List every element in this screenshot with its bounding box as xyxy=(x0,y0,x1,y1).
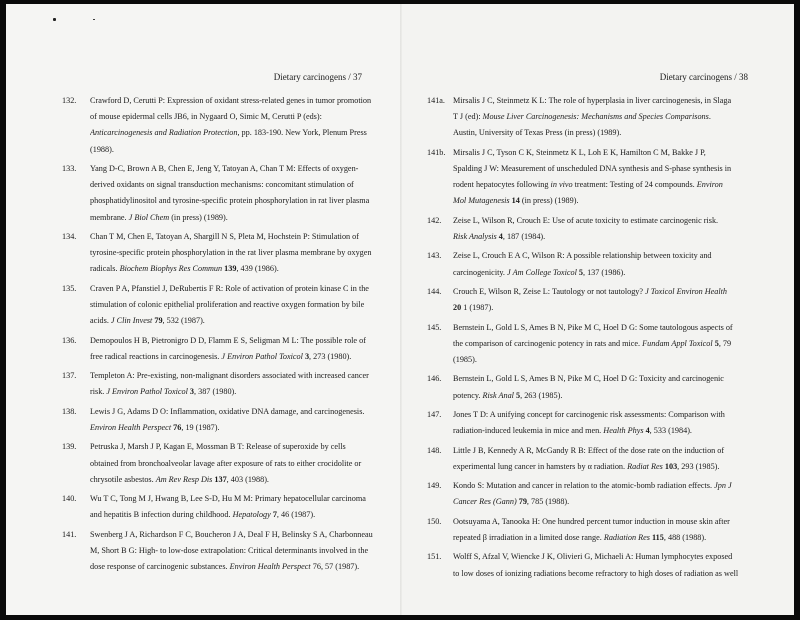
text-segment: Lewis J G, Adams D O: Inflammation, oxidative DNA damage, and carcinogenesis. xyxy=(90,406,365,416)
reference-entry xyxy=(427,248,758,280)
page-header: Dietary carcinogens / 37 xyxy=(273,72,362,82)
text-segment: , pp. 183-190. New York, Plenum Press xyxy=(237,128,367,138)
scan-speck xyxy=(53,18,56,21)
reference-line xyxy=(453,177,758,193)
text-segment: carcinogenicity. xyxy=(453,267,508,277)
reference-line xyxy=(90,281,377,297)
reference-text xyxy=(453,145,758,210)
reference-number: 137. xyxy=(62,371,77,381)
text-segment: , 293 (1985). xyxy=(677,461,720,471)
text-segment: , 532 (1987). xyxy=(162,316,205,326)
bold-text: 137 xyxy=(214,474,227,484)
reference-entry xyxy=(62,281,377,330)
text-segment: radiation-induced leukemia in mice and men. xyxy=(453,426,604,436)
bold-text: 103 xyxy=(664,461,678,471)
reference-text xyxy=(90,229,377,278)
reference-line xyxy=(453,407,758,423)
text-segment: , 273 (1980). xyxy=(309,351,352,361)
reference-text xyxy=(90,161,377,226)
reference-line xyxy=(90,193,377,209)
bold-text: 20 xyxy=(453,303,462,313)
text-segment: Ootsuyama A, Tanooka H: One hundred percent tumor induction in mouse skin after xyxy=(453,516,730,526)
text-segment: Petruska J, Marsh J P, Kagan E, Mossman B T: Release of superoxide by cells xyxy=(90,442,346,452)
reference-entry xyxy=(427,213,758,245)
text-segment: , 387 (1980). xyxy=(194,387,237,397)
text-segment: experimental lung cancer in hamsters by α radiation. xyxy=(453,461,628,471)
reference-number: 150. xyxy=(427,516,442,526)
reference-line xyxy=(453,93,758,109)
italic-text: Health Phys xyxy=(603,426,644,436)
bold-text: 14 xyxy=(511,196,520,206)
reference-line xyxy=(453,229,758,245)
reference-number: 149. xyxy=(427,481,442,491)
text-segment: treatment: Testing of 24 compounds. xyxy=(572,180,697,190)
italic-text: Environ xyxy=(696,180,723,190)
text-segment: Swenberg J A, Richardson F C, Boucheron J A, Deal F H, Belinsky S A, Charbonneau xyxy=(90,529,373,539)
text-segment: Spalding J W: Measurement of unscheduled DNA synthesis and S-phase synthesis in xyxy=(453,164,732,173)
reference-entry xyxy=(62,93,377,158)
reference-text xyxy=(453,371,758,403)
bold-text: 4 xyxy=(645,426,650,436)
reference-line xyxy=(453,388,758,404)
reference-line xyxy=(90,439,377,455)
reference-list xyxy=(427,93,758,585)
reference-number: 138. xyxy=(62,406,77,416)
text-segment: potency. xyxy=(453,390,483,400)
text-segment: (1988). xyxy=(90,144,114,154)
bold-text: 79 xyxy=(518,497,527,507)
text-segment: , 403 (1988). xyxy=(226,474,269,484)
text-segment: Jones T D: A unifying concept for carcinogenic risk assessments: Comparison with xyxy=(453,409,725,419)
text-segment: T J (ed): xyxy=(453,112,483,122)
reference-entry xyxy=(427,284,758,316)
reference-line xyxy=(453,161,758,177)
text-segment: rodent hepatocytes following xyxy=(453,180,551,190)
reference-text xyxy=(453,549,758,581)
bold-text: 5 xyxy=(714,338,719,348)
scan-frame xyxy=(6,4,794,615)
text-segment: Crawford D, Cerutti P: Expression of oxidant stress-related genes in tumor promotion xyxy=(90,96,372,105)
reference-text xyxy=(453,407,758,439)
reference-line xyxy=(90,229,377,245)
reference-number: 144. xyxy=(427,286,442,296)
italic-text: Environ Health Perspect xyxy=(90,422,172,432)
reference-entry xyxy=(427,93,758,142)
reference-line xyxy=(453,265,758,281)
reference-line xyxy=(90,333,377,349)
text-segment: , 785 (1988). xyxy=(526,497,570,507)
reference-number: 142. xyxy=(427,215,442,225)
reference-line xyxy=(90,384,377,400)
reference-line xyxy=(90,472,377,488)
reference-number: 148. xyxy=(427,445,442,455)
italic-text: Environ Health Perspect xyxy=(229,562,311,572)
text-segment: Demopoulos H B, Pietronigro D D, Flamm E S, Seligman M L: The possible role of xyxy=(90,335,366,345)
italic-text: J Toxicol Environ Health xyxy=(645,286,728,296)
italic-text: Cancer Res (Gann) xyxy=(453,497,517,507)
text-segment: , 488 (1988). xyxy=(663,532,707,542)
text-segment: 1 (1987). xyxy=(461,303,494,313)
reference-entry xyxy=(427,145,758,210)
reference-text xyxy=(90,404,377,436)
bold-text: 3 xyxy=(304,351,310,361)
italic-text: J Environ Pathol Toxicol xyxy=(221,351,303,361)
text-segment: repeated β irradiation in a limited dose range. xyxy=(453,532,604,542)
bold-text: 5 xyxy=(578,267,583,277)
text-segment: 76, 57 (1987). xyxy=(310,562,360,572)
italic-text: Jpn J xyxy=(714,481,732,491)
reference-number: 141a. xyxy=(427,96,445,105)
reference-entry xyxy=(427,514,758,546)
text-segment: radicals. xyxy=(90,264,120,274)
italic-text: Radiat Res xyxy=(627,461,663,471)
bold-text: 5 xyxy=(516,390,521,400)
text-segment: Austin, University of Texas Press (in press) (1989). xyxy=(453,128,622,138)
text-segment: risk. xyxy=(90,387,107,397)
reference-entry xyxy=(62,161,377,226)
text-segment: (1985). xyxy=(453,354,477,364)
text-segment: Zeise L, Crouch E A C, Wilson R: A possible relationship between toxicity and xyxy=(453,251,712,261)
reference-number: 134. xyxy=(62,232,77,241)
reference-line xyxy=(453,514,758,530)
reference-line xyxy=(90,161,377,177)
text-segment: chrysotile asbestos. xyxy=(90,474,156,484)
text-segment: Templeton A: Pre-existing, non-malignant disorders associated with increased cancer xyxy=(90,371,369,381)
text-segment: , 137 (1986). xyxy=(582,267,626,277)
text-segment: of mouse epidermal cells JB6, in Nygaard O, Simic M, Cerutti P (eds): xyxy=(90,112,322,122)
reference-line xyxy=(90,507,377,523)
text-segment: Zeise L, Wilson R, Crouch E: Use of acute toxicity to estimate carcinogenic risk. xyxy=(453,215,719,225)
reference-line xyxy=(90,142,377,158)
text-segment: Mirsalis J C, Tyson C K, Steinmetz K L, Loh E K, Hamilton C M, Bakke J P, xyxy=(453,147,706,157)
reference-text xyxy=(90,93,377,158)
reference-line xyxy=(90,404,377,420)
reference-list xyxy=(62,93,377,579)
italic-text: Mol Mutagenesis xyxy=(453,196,510,206)
bold-text: 7 xyxy=(272,510,277,520)
reference-line xyxy=(90,527,377,543)
italic-text: J Am College Toxicol xyxy=(507,267,577,277)
text-segment: Wu T C, Tong M J, Hwang B, Lee S-D, Hu M M: Primary hepatocellular carcinoma xyxy=(90,494,366,504)
reference-line xyxy=(453,478,758,494)
reference-line xyxy=(453,530,758,546)
italic-text: Risk Anal xyxy=(482,390,514,400)
text-segment: Craven P A, Pfanstiel J, DeRubertis F R: Role of activation of protein kinase C in the xyxy=(90,283,369,293)
text-segment: free radical reactions in carcinogenesis. xyxy=(90,351,222,361)
reference-number: 145. xyxy=(427,322,442,332)
reference-number: 151. xyxy=(427,552,442,562)
text-segment: and hepatitis B infection during childhood. xyxy=(90,510,233,520)
reference-line xyxy=(90,456,377,472)
text-segment: Little J B, Kennedy A R, McGandy R B: Effect of the dose rate on the induction of xyxy=(453,445,725,455)
reference-number: 132. xyxy=(62,96,77,105)
reference-line xyxy=(90,543,377,559)
text-segment: Bernstein L, Gold L S, Ames B N, Pike M C, Hoel D G: Toxicity and carcinogenic xyxy=(453,374,724,384)
bold-text: 79 xyxy=(154,316,163,326)
reference-line xyxy=(453,549,758,565)
reference-text xyxy=(90,333,377,365)
reference-entry xyxy=(62,333,377,365)
reference-line xyxy=(90,93,377,109)
reference-text xyxy=(453,213,758,245)
reference-number: 141b. xyxy=(427,147,446,157)
reference-line xyxy=(90,313,377,329)
reference-line xyxy=(453,336,758,352)
reference-text xyxy=(453,478,758,510)
reference-text xyxy=(90,368,377,400)
reference-text xyxy=(453,93,758,142)
reference-line xyxy=(453,109,758,125)
reference-line xyxy=(453,193,758,209)
reference-line xyxy=(453,459,758,475)
text-segment: to low doses of ionizing radiations become refractory to high doses of radiation as well xyxy=(453,568,739,578)
reference-text xyxy=(453,248,758,280)
reference-line xyxy=(90,177,377,193)
reference-entry xyxy=(427,478,758,510)
reference-entry xyxy=(427,320,758,369)
reference-entry xyxy=(62,439,377,488)
bold-text: 4 xyxy=(498,232,503,241)
text-segment: (in press) (1989). xyxy=(169,212,228,222)
bold-text: 3 xyxy=(189,387,195,397)
reference-text xyxy=(90,439,377,488)
text-segment: , 439 (1986). xyxy=(236,264,279,274)
reference-entry xyxy=(427,371,758,403)
reference-text xyxy=(453,443,758,475)
reference-line xyxy=(453,284,758,300)
bold-text: 76 xyxy=(173,422,182,432)
reference-line xyxy=(453,352,758,368)
reference-number: 135. xyxy=(62,283,77,293)
text-segment: Bernstein L, Gold L S, Ames B N, Pike M C, Hoel D G: Some tautologous aspects of xyxy=(453,322,733,332)
text-segment: acids. xyxy=(90,316,111,326)
reference-text xyxy=(453,514,758,546)
scan-speck xyxy=(93,19,95,20)
text-segment: Yang D-C, Brown A B, Chen E, Jeng Y, Tatoyan A, Chan T M: Effects of oxygen- xyxy=(90,164,359,173)
italic-text: Risk Analysis xyxy=(453,232,497,241)
page-left xyxy=(6,4,402,615)
reference-line xyxy=(90,559,377,575)
reference-text xyxy=(453,284,758,316)
reference-line xyxy=(453,566,758,582)
reference-line xyxy=(453,371,758,387)
reference-entry xyxy=(62,527,377,576)
italic-text: J Clin Invest xyxy=(110,316,153,326)
reference-line xyxy=(453,443,758,459)
reference-line xyxy=(453,213,758,229)
reference-text xyxy=(90,491,377,523)
reference-number: 136. xyxy=(62,335,77,345)
reference-line xyxy=(90,125,377,141)
reference-line xyxy=(90,109,377,125)
reference-line xyxy=(453,494,758,510)
text-segment: phosphatidylinositol and tyrosine-specific protein phosphorylation in rat liver plasma xyxy=(90,196,370,206)
reference-line xyxy=(453,423,758,439)
reference-line xyxy=(453,300,758,316)
reference-entry xyxy=(427,407,758,439)
text-segment: Wolff S, Afzal V, Wiencke J K, Olivieri G, Michaeli A: Human lymphocytes exposed xyxy=(453,552,733,562)
reference-line xyxy=(90,245,377,261)
reference-entry xyxy=(62,404,377,436)
reference-text xyxy=(90,281,377,330)
text-segment: , 533 (1984). xyxy=(649,426,692,436)
italic-text: Am Rev Resp Dis xyxy=(155,474,213,484)
italic-text: Anticarcinogenesis and Radiation Protection xyxy=(90,128,238,138)
text-segment: . xyxy=(708,112,711,122)
reference-line xyxy=(453,320,758,336)
reference-entry xyxy=(62,229,377,278)
text-segment: derived oxidants on signal transduction mechanisms: concomitant stimulation of xyxy=(90,180,354,190)
reference-line xyxy=(90,297,377,313)
text-segment: obtained from bronchoalveolar lavage after exposure of rats to either crocidolite or xyxy=(90,458,362,468)
italic-text: J Environ Pathol Toxicol xyxy=(106,387,188,397)
reference-line xyxy=(453,145,758,161)
text-segment: , 79 xyxy=(718,338,732,348)
italic-text: J Biol Chem xyxy=(128,212,170,222)
reference-line xyxy=(90,420,377,436)
reference-number: 143. xyxy=(427,251,442,261)
text-segment: dose response of carcinogenic substances. xyxy=(90,562,230,572)
bold-text: 115 xyxy=(652,532,664,542)
reference-entry xyxy=(427,549,758,581)
text-segment: the comparison of carcinogenic potency in rats and mice. xyxy=(453,338,643,348)
reference-line xyxy=(90,491,377,507)
text-segment: , 46 (1987). xyxy=(276,510,316,520)
italic-text: Mouse Liver Carcinogenesis: Mechanisms and Species Comparisons xyxy=(482,112,709,122)
reference-text xyxy=(90,527,377,576)
text-segment: Mirsalis J C, Steinmetz K L: The role of hyperplasia in liver carcinogenesis, in Slaga xyxy=(453,96,732,105)
page-header: Dietary carcinogens / 38 xyxy=(659,72,748,82)
text-segment: (in press) (1989). xyxy=(519,196,579,206)
reference-line xyxy=(90,349,377,365)
text-segment: M, Short B G: High- to low-dose extrapolation: Critical determinants involved in the xyxy=(90,545,369,555)
text-segment: tyrosine-specific protein phosphorylation in the rat liver plasma membrane by oxygen xyxy=(90,248,372,258)
text-segment: , 19 (1987). xyxy=(181,422,220,432)
text-segment: Chan T M, Chen E, Tatoyan A, Shargill N S, Pleta M, Hochstein P: Stimulation of xyxy=(90,232,360,241)
reference-number: 147. xyxy=(427,409,442,419)
text-segment: Crouch E, Wilson R, Zeise L: Tautology or not tautology? xyxy=(453,286,646,296)
italic-text: Biochem Biophys Res Commun xyxy=(119,264,223,274)
reference-line xyxy=(90,261,377,277)
reference-number: 141. xyxy=(62,529,77,539)
reference-number: 139. xyxy=(62,442,77,452)
italic-text: Fundam Appl Toxicol xyxy=(642,338,713,348)
bold-text: 139 xyxy=(224,264,237,274)
reference-number: 146. xyxy=(427,374,442,384)
reference-line xyxy=(90,368,377,384)
reference-entry xyxy=(62,368,377,400)
reference-number: 140. xyxy=(62,494,77,504)
page-right xyxy=(402,4,794,615)
italic-text: Radiation Res xyxy=(603,532,650,542)
text-segment: membrane. xyxy=(90,212,129,222)
reference-entry xyxy=(427,443,758,475)
reference-line xyxy=(453,125,758,141)
reference-line xyxy=(90,210,377,226)
reference-entry xyxy=(62,491,377,523)
reference-text xyxy=(453,320,758,369)
italic-text: Hepatology xyxy=(232,510,271,520)
text-segment: , 263 (1985). xyxy=(520,390,563,400)
reference-number: 133. xyxy=(62,164,77,173)
text-segment: stimulation of colonic epithelial proliferation and reactive oxygen formation by bile xyxy=(90,300,365,309)
reference-line xyxy=(453,248,758,264)
italic-text: in vivo xyxy=(550,180,573,190)
text-segment: , 187 (1984). xyxy=(502,232,546,241)
text-segment: Kondo S: Mutation and cancer in relation to the atomic-bomb radiation effects. xyxy=(453,481,715,491)
